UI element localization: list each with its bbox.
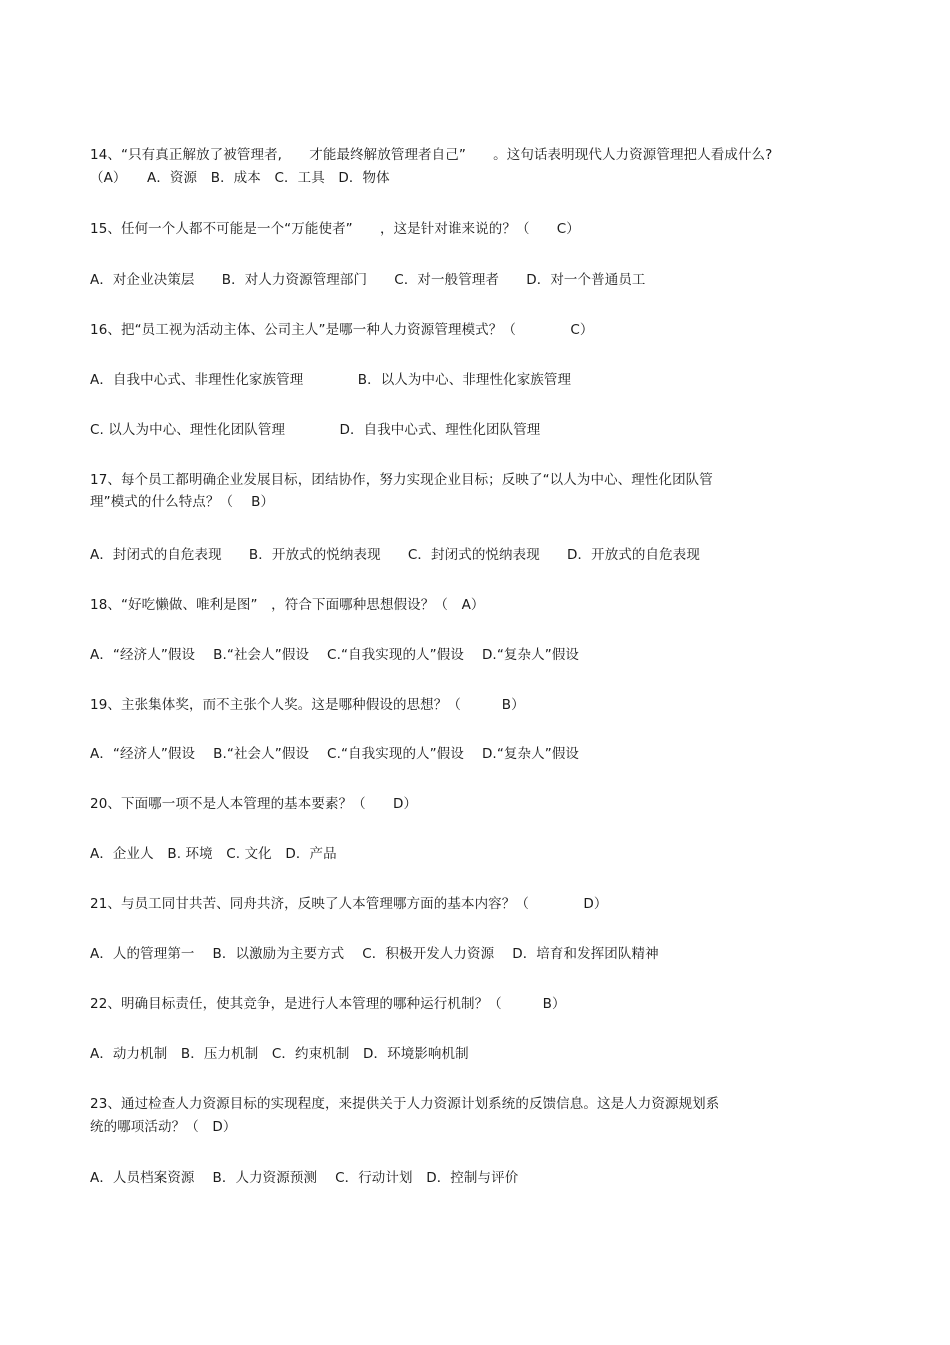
question-22-options: A．动力机制 B．压力机制 C．约束机制 D．环境影响机制 xyxy=(90,1046,469,1062)
question-17-line-1: 17、每个员工都明确企业发展目标，团结协作，努力实现企业目标；反映了“以人为中心、理性化团队管 xyxy=(90,472,713,488)
question-14-line-1: 14、“只有真正解放了被管理者, 才能最终解放管理者自己” 。这句话表明现代人力资源管理把人看成什么? xyxy=(90,147,773,163)
question-18-options: A．“经济人”假设 B.“社会人”假设 C.“自我实现的人”假设 D.“复杂人”假设 xyxy=(90,647,580,663)
question-16-options-2: C. 以人为中心、理性化团队管理 D．自我中心式、理性化团队管理 xyxy=(90,422,541,438)
question-14-line-2: （A） A．资源 B．成本 C．工具 D．物体 xyxy=(90,170,390,186)
question-19: 19、主张集体奖，而不主张个人奖。这是哪种假设的思想？（ B） xyxy=(90,697,525,713)
question-19-options: A．“经济人”假设 B.“社会人”假设 C.“自我实现的人”假设 D.“复杂人”假设 xyxy=(90,746,580,762)
question-20: 20、下面哪一项不是人本管理的基本要素？（ D） xyxy=(90,796,418,812)
question-23-line-2: 统的哪项活动？（ D） xyxy=(90,1119,237,1135)
question-15: 15、任何一个人都不可能是一个“万能使者” ，这是针对谁来说的？（ C） xyxy=(90,221,580,237)
question-15-options: A．对企业决策层 B．对人力资源管理部门 C．对一般管理者 D．对一个普通员工 xyxy=(90,272,646,288)
question-16: 16、把“员工视为活动主体、公司主人”是哪一种人力资源管理模式？（ C） xyxy=(90,322,594,338)
question-17-line-2: 理”模式的什么特点？（ B） xyxy=(90,494,275,510)
question-18: 18、“好吃懒做、唯利是图” ，符合下面哪种思想假设？（ A） xyxy=(90,597,485,613)
question-17-options: A．封闭式的自危表现 B．开放式的悦纳表现 C．封闭式的悦纳表现 D．开放式的自危表现 xyxy=(90,547,700,563)
question-21: 21、与员工同甘共苦、同舟共济，反映了人本管理哪方面的基本内容？（ D） xyxy=(90,896,608,912)
question-21-options: A．人的管理第一 B．以激励为主要方式 C．积极开发人力资源 D．培育和发挥团队精神 xyxy=(90,946,659,962)
question-22: 22、明确目标责任，使其竞争，是进行人本管理的哪种运行机制？（ B） xyxy=(90,996,566,1012)
question-23-line-1: 23、通过检查人力资源目标的实现程度，来提供关于人力资源计划系统的反馈信息。这是人力资源规划系 xyxy=(90,1096,720,1112)
question-23-options: A．人员档案资源 B．人力资源预测 C．行动计划 D．控制与评价 xyxy=(90,1170,519,1186)
question-20-options: A．企业人 B. 环境 C. 文化 D．产品 xyxy=(90,846,337,862)
question-16-options-1: A．自我中心式、非理性化家族管理 B．以人为中心、非理性化家族管理 xyxy=(90,372,572,388)
